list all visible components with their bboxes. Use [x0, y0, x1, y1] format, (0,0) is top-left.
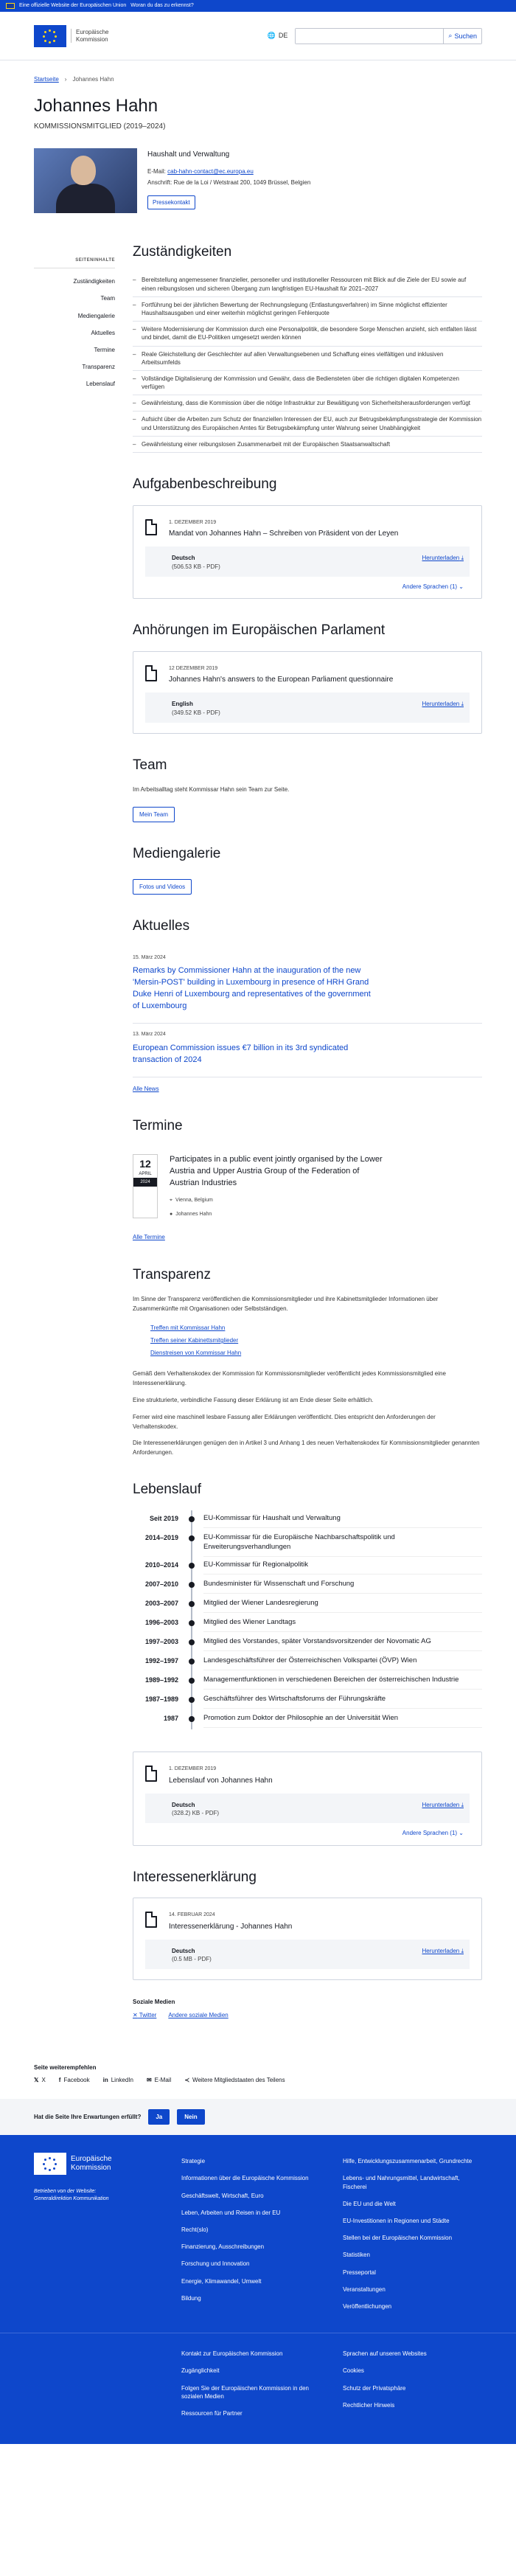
social-media — [133, 1990, 482, 2026]
location-pin-icon: ⌖ — [170, 1197, 172, 1203]
footer-link[interactable]: Strategie — [181, 2158, 206, 2165]
cv-entry: 1997–2003 Mitglied des Vorstandes, später Vorstandsvorsitzender der Novomatic AG — [133, 1634, 482, 1653]
document-title: Interessenerklärung - Johannes Hahn — [169, 1922, 293, 1931]
language-selector[interactable]: 🌐 DE — [267, 32, 288, 40]
news-section — [133, 917, 482, 1094]
list-item: – Aufsicht über die Arbeiten zum Schutz der finanziellen Interessen der EU, auch zur Betrugsbekämpfungsstrategie der Kommission und Unterstützung des Europäischen Amtes für Betrugsbekämpfung unter Wahrung seiner Unabhängigkeit — [133, 412, 482, 436]
team-section — [133, 756, 482, 823]
chevron-down-icon: ⌄ — [459, 1830, 464, 1837]
media-section — [133, 844, 482, 895]
site-footer-bottom — [0, 2333, 516, 2444]
mission-section — [133, 475, 482, 599]
chevron-right-icon: › — [64, 76, 67, 83]
transparency-link-cabinet[interactable]: Treffen seiner Kabinettsmitglieder — [150, 1337, 239, 1344]
footer-column — [343, 2153, 482, 2315]
feedback-bar — [0, 2099, 516, 2135]
list-item: – Fortführung bei der jährlichen Bewertung der Rechnungslegung (Entlastungsverfahren) im Sinne möglichst effizienter Haushaltsausgaben und einer weiterhin möglichst geringen Fehlerquote — [133, 297, 482, 322]
footer-link[interactable]: Statistiken — [343, 2252, 370, 2259]
person-icon: ● — [170, 1212, 173, 1218]
cv-entry: 2007–2010 Bundesminister für Wissenschaft und Forschung — [133, 1576, 482, 1595]
document-icon — [145, 1766, 157, 1782]
document-language: Deutsch — [172, 1947, 195, 1954]
news-link[interactable]: European Commission issues €7 billion in its 3rd syndicated transaction of 2024 — [133, 1044, 349, 1064]
declaration-heading: Interessenerklärung — [133, 1869, 257, 1885]
breadcrumb — [0, 60, 516, 83]
site-logo[interactable] — [34, 25, 108, 47]
transparency-text: Ferner wird eine maschinell lesbare Fassung aller Erklärungen veröffentlicht. Dies entspricht den Anforderungen der Verhaltenskodex. — [133, 1413, 436, 1430]
nav-item-news[interactable]: Aktuelles — [91, 329, 115, 336]
footer-link[interactable]: Schutz der Privatsphäre — [343, 2384, 406, 2392]
document-size: (349.52 KB - PDF) — [172, 709, 220, 716]
footer-link[interactable]: Geschäftswelt, Wirtschaft, Euro — [181, 2192, 264, 2199]
document-title: Johannes Hahn's answers to the European Parliament questionnaire — [169, 676, 394, 684]
hearing-heading: Anhörungen im Europäischen Parlament — [133, 622, 386, 638]
footer-link[interactable]: Finanzierung, Ausschreibungen — [181, 2243, 265, 2251]
transparency-heading: Transparenz — [133, 1266, 211, 1282]
document-language: English — [172, 701, 193, 708]
footer-note: Betrieben von der Website: Generaldirektion Kommunikation — [34, 2189, 109, 2202]
footer-link[interactable]: Bildung — [181, 2294, 201, 2302]
document-card — [133, 1898, 482, 1980]
footer-link[interactable]: EU-Investitionen in Regionen und Städte — [343, 2218, 450, 2224]
breadcrumb-current: Johannes Hahn — [72, 76, 114, 83]
footer-link[interactable]: Stellen bei der Europäischen Kommission — [343, 2235, 453, 2242]
document-card — [133, 651, 482, 734]
list-item: – Gewährleistung einer reibungslosen Zusammenarbeit mit der Europäischen Staatsanwaltschaft — [133, 437, 482, 453]
document-card — [133, 1752, 482, 1845]
transparency-intro: Im Sinne der Transparenz veröffentlichen die Kommissionsmitglieder und ihre Kabinettsmitglieder Informationen über Zusammenkünfte mit Organisationen oder Selbstständigen. — [133, 1296, 439, 1313]
twitter-icon: ✕ — [133, 2011, 138, 2018]
portfolio-title: Haushalt und Verwaltung — [147, 150, 230, 159]
footer-logo[interactable]: Europäische Kommission — [34, 2153, 159, 2175]
footer-column — [343, 2333, 482, 2422]
cv-entry: 2003–2007 Mitglied der Wiener Landesregierung — [133, 1595, 482, 1614]
search-icon: ⌕ — [448, 32, 453, 39]
download-link[interactable]: Herunterladen ⤓ — [422, 701, 464, 708]
share-bar — [0, 2049, 516, 2091]
cv-entry: 1996–2003 Mitglied des Wiener Landtags — [133, 1614, 482, 1634]
media-heading: Mediengalerie — [133, 846, 221, 862]
cv-entry: 1987 Promotion zum Doktor der Philosophie an der Universität Wien — [133, 1710, 482, 1729]
footer-column — [181, 2333, 321, 2422]
share-x[interactable]: 𝕏 X — [34, 2076, 46, 2083]
nav-item-media[interactable]: Mediengalerie — [77, 312, 115, 319]
breadcrumb-home[interactable]: Startseite — [34, 76, 59, 83]
document-title: Lebenslauf von Johannes Hahn — [169, 1776, 273, 1785]
declaration-section — [133, 1868, 482, 2027]
transparency-link-missions[interactable]: Dienstreisen von Kommissar Hahn — [150, 1350, 242, 1357]
global-banner-text: Eine offizielle Website der Europäischen Union — [19, 3, 127, 9]
document-language: Deutsch — [172, 1801, 195, 1808]
cv-entry: 1989–1992 Managementfunktionen in verschiedenen Bereichen der österreichischen Industrie — [133, 1672, 482, 1691]
footer-link[interactable]: Veranstaltungen — [343, 2285, 386, 2293]
download-link[interactable]: Herunterladen ⤓ — [422, 555, 464, 562]
nav-item-events[interactable]: Termine — [94, 346, 115, 353]
download-icon: ⤓ — [461, 1801, 464, 1808]
download-icon: ⤓ — [461, 1947, 464, 1954]
hearing-section — [133, 621, 482, 734]
other-social-link[interactable]: Andere soziale Medien — [168, 2011, 229, 2018]
transparency-text: Eine strukturierte, verbindliche Fassung dieser Erklärung ist am Ende dieser Seite erhältlich. — [133, 1397, 374, 1404]
document-icon — [145, 665, 157, 681]
news-item — [133, 947, 482, 1024]
search-button[interactable]: ⌕ Suchen — [443, 29, 481, 44]
profile-block — [0, 132, 516, 213]
download-link[interactable]: Herunterladen ⤓ — [422, 1947, 464, 1954]
list-item: – Gewährleistung, dass die Kommission über die nötige Infrastruktur zur Bewältigung von Sicherheitsherausforderungen verfügt — [133, 395, 482, 412]
events-heading: Termine — [133, 1118, 183, 1134]
nav-item-team[interactable]: Team — [100, 295, 115, 302]
footer-link[interactable]: Informationen über die Europäische Kommission — [181, 2175, 309, 2182]
linkedin-icon: in — [102, 2076, 108, 2083]
footer-link[interactable]: Leben, Arbeiten und Reisen in der EU — [181, 2209, 281, 2216]
site-header — [0, 12, 516, 60]
news-date: 13. März 2024 — [133, 1032, 166, 1038]
download-icon: ⤓ — [461, 555, 464, 562]
transparency-text: Gemäß dem Verhaltenskodex der Kommission für Kommissionsmitglieder veröffentlicht jedes Kommissionsmitglied eine Interessenerklärung. — [133, 1370, 446, 1387]
mail-icon: ✉ — [146, 2076, 152, 2083]
chevron-down-icon: ⌄ — [459, 583, 464, 590]
download-link[interactable]: Herunterladen ⤓ — [422, 1801, 464, 1808]
event-person: ● Johannes Hahn — [170, 1212, 212, 1218]
footer-link[interactable]: Sprachen auf unseren Websites — [343, 2350, 427, 2358]
footer-link[interactable]: Forschung und Innovation — [181, 2260, 250, 2268]
address-line: Anschrift: Rue de la Loi / Wetstraat 200, 1049 Brüssel, Belgien — [147, 178, 311, 186]
mission-heading: Aufgabenbeschreibung — [133, 476, 277, 492]
event-title: Participates in a public event jointly organised by the Lower Austria and Upper Austria Group of the Federation of Austrian Industries — [170, 1154, 383, 1187]
team-heading: Team — [133, 757, 167, 773]
all-events-link[interactable]: Alle Termine — [133, 1234, 165, 1241]
news-date: 15. März 2024 — [133, 954, 166, 960]
global-banner-link[interactable]: Woran du das zu erkennst? — [130, 3, 194, 9]
cv-entry: Seit 2019 EU-Kommissar für Haushalt und Verwaltung — [133, 1510, 482, 1530]
nav-item-responsibilities[interactable]: Zuständigkeiten — [73, 278, 115, 285]
document-date: 14. FEBRUAR 2024 — [169, 1912, 215, 1918]
footer-link[interactable]: Energie, Klimawandel, Umwelt — [181, 2277, 262, 2285]
list-item: – Vollständige Digitalisierung der Kommission und Gewähr, dass die Bediensteten über die richtigen digitalen Kompetenzen verfügen — [133, 371, 482, 395]
logo-text: Europäische Kommission — [71, 29, 108, 43]
cv-entry: 1992–1997 Landesgeschäftsführer der Österreichischen Volkspartei (ÖVP) Wien — [133, 1653, 482, 1672]
page-title: Johannes Hahn — [34, 96, 158, 117]
search-input[interactable] — [296, 29, 443, 44]
press-contact-button[interactable]: Pressekontakt — [147, 195, 195, 209]
all-news-link[interactable]: Alle News — [133, 1085, 159, 1092]
search-box — [295, 28, 482, 44]
footer-link[interactable]: Lebens- und Nahrungsmittel, Landwirtschaft, Fischerei — [343, 2175, 460, 2190]
news-link[interactable]: Remarks by Commissioner Hahn at the inauguration of the new 'Mersin-POST' building in Luxembourg in presence of HRH Grand Duke Henri of Luxembourg and representatives of the government of Luxembourg — [133, 966, 371, 1011]
social-heading: Soziale Medien — [133, 1999, 175, 2006]
document-date: 12 DEZEMBER 2019 — [169, 665, 218, 671]
footer-link[interactable]: Folgen Sie der Europäischen Kommission in den sozialen Medien — [181, 2384, 309, 2400]
document-card — [133, 505, 482, 599]
events-section — [133, 1117, 482, 1243]
globe-icon: 🌐 — [267, 32, 276, 40]
email-link[interactable]: cab-hahn-contact@ec.europa.eu — [167, 167, 254, 175]
nav-item-cv[interactable]: Lebenslauf — [86, 381, 115, 388]
eu-flag-icon — [34, 25, 66, 47]
footer-link[interactable]: Rechtlicher Hinweis — [343, 2401, 395, 2409]
cv-heading: Lebenslauf — [133, 1482, 201, 1497]
list-item: – Bereitstellung angemessener finanzieller, personeller und institutioneller Ressourcen mit Blick auf die Ziele der EU sowie auf einen reibungslosen und sicheren Übergang zum langfristigen EU-Haushalt für 2021–2027 — [133, 272, 482, 296]
share-heading: Seite weiterempfehlen — [34, 2063, 97, 2071]
share-email[interactable]: ✉ E-Mail — [146, 2076, 172, 2083]
footer-link[interactable]: Presseportal — [343, 2268, 376, 2276]
document-icon — [145, 519, 157, 535]
share-linkedin[interactable]: in LinkedIn — [102, 2076, 133, 2083]
transparency-section — [133, 1266, 482, 1458]
transparency-text: Die Interessenerklärungen genügen den in Artikel 3 und Anhang 1 des neuen Verhaltenskodex für Kommissionsmitglieder genannten Anforderungen. — [133, 1440, 480, 1457]
cv-entry: 2010–2014 EU-Kommissar für Regionalpolitik — [133, 1557, 482, 1576]
calendar-date: 12 APRIL 2024 — [133, 1154, 158, 1218]
footer-link[interactable]: Recht(slo) — [181, 2226, 209, 2233]
media-button[interactable]: Fotos und Videos — [133, 879, 192, 895]
download-icon: ⤓ — [461, 701, 464, 708]
other-languages-toggle[interactable]: Andere Sprachen (1) ⌄ — [402, 583, 464, 590]
site-footer — [0, 2135, 516, 2333]
other-languages-toggle[interactable]: Andere Sprachen (1) ⌄ — [402, 1830, 464, 1837]
cv-timeline — [133, 1510, 482, 1730]
responsibilities-heading: Zuständigkeiten — [133, 243, 232, 260]
eu-flag-icon — [6, 3, 15, 9]
x-icon: 𝕏 — [34, 2076, 39, 2083]
feedback-no-button[interactable]: Nein — [177, 2109, 204, 2125]
page-contents-heading: SEITENINHALTE — [34, 257, 115, 268]
share-facebook[interactable]: f Facebook — [58, 2076, 90, 2083]
team-button[interactable]: Mein Team — [133, 807, 175, 822]
event-location: ⌖ Vienna, Belgium — [170, 1197, 213, 1203]
page-contents-nav — [34, 243, 115, 2049]
footer-link[interactable]: Hilfe, Entwicklungszusammenarbeit, Grundrechte — [343, 2158, 473, 2165]
feedback-question: Hat die Seite Ihre Erwartungen erfüllt? — [34, 2114, 142, 2121]
document-icon — [145, 1912, 157, 1928]
list-item: – Reale Gleichstellung der Geschlechter auf allen Verwaltungsebenen und Schaffung eines vielfältigen und inklusiven Arbeitsumfelds — [133, 347, 482, 371]
nav-item-transparency[interactable]: Transparenz — [82, 364, 115, 371]
document-size: (506.53 KB - PDF) — [172, 563, 220, 570]
feedback-yes-button[interactable]: Ja — [148, 2109, 170, 2125]
footer-link[interactable]: Die EU und die Welt — [343, 2200, 396, 2207]
news-item — [133, 1024, 482, 1077]
document-date: 1. DEZEMBER 2019 — [169, 1766, 217, 1772]
share-icon: ≺ — [184, 2076, 190, 2083]
page-subtitle: KOMMISSIONSMITGLIED (2019–2024) — [34, 122, 166, 131]
document-size: (0.5 MB - PDF) — [172, 1956, 212, 1963]
document-size: (328.2) KB - PDF) — [172, 1810, 220, 1817]
transparency-link-meetings[interactable]: Treffen mit Kommissar Hahn — [150, 1324, 226, 1331]
list-item: – Weitere Modernisierung der Kommission durch eine Personalpolitik, die besondere Sorge Menschen anzieht, sich entfalten lässt und bindet, damit die EU-Politiken umgesetzt werden können — [133, 322, 482, 346]
cv-entry: 2014–2019 EU-Kommissar für die Europäische Nachbarschaftspolitik und Erweiterungsverhandlungen — [133, 1530, 482, 1558]
main-content — [133, 243, 482, 2049]
document-date: 1. DEZEMBER 2019 — [169, 519, 217, 525]
cv-section — [133, 1480, 482, 1846]
footer-link[interactable]: Cookies — [343, 2367, 364, 2375]
email-line: E-Mail: cab-hahn-contact@ec.europa.eu — [147, 167, 254, 175]
eu-flag-icon — [34, 2153, 66, 2175]
portrait-photo — [34, 148, 137, 213]
document-language: Deutsch — [172, 555, 195, 562]
footer-column — [181, 2153, 321, 2315]
event-item — [133, 1147, 482, 1226]
cv-entry: 1987–1989 Geschäftsführer des Wirtschaftsforums der Führungskräfte — [133, 1691, 482, 1710]
responsibilities-section — [133, 243, 482, 453]
footer-link[interactable]: Zugänglichkeit — [181, 2367, 220, 2375]
footer-link[interactable]: Ressourcen für Partner — [181, 2409, 243, 2417]
document-title: Mandat von Johannes Hahn – Schreiben von Präsident von der Leyen — [169, 530, 399, 538]
team-text: Im Arbeitsalltag steht Kommissar Hahn sein Team zur Seite. — [133, 786, 290, 794]
footer-link[interactable]: Veröffentlichungen — [343, 2302, 392, 2310]
footer-link[interactable]: Kontakt zur Europäischen Kommission — [181, 2350, 283, 2358]
global-banner — [0, 0, 516, 12]
twitter-link[interactable]: ✕ Twitter — [133, 2011, 157, 2018]
news-heading: Aktuelles — [133, 918, 190, 934]
facebook-icon: f — [58, 2076, 61, 2083]
share-more[interactable]: ≺ Weitere Mitgliedstaaten des Teilens — [184, 2076, 285, 2083]
